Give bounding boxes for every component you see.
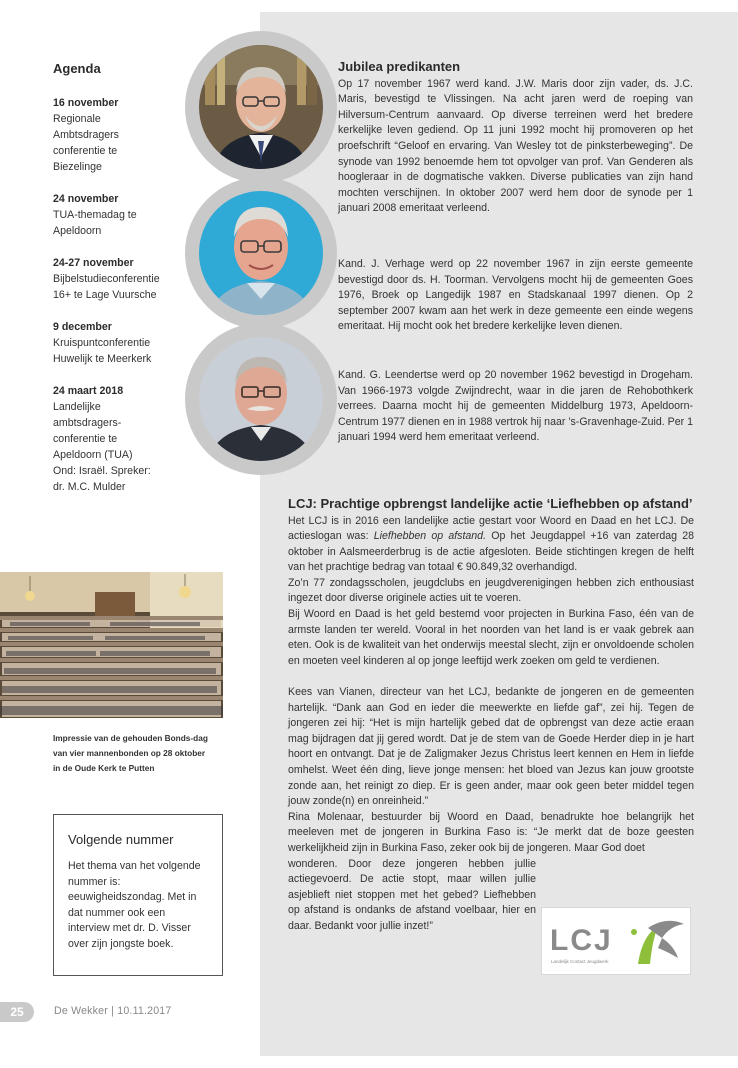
lcj-paragraph: Rina Molenaar, bestuurder bij Woord en Daad, benadrukte hoe belangrijk het meeleven met de jongeren in Burkina Faso is: “Je merkt dat de boze geesten werkelijkheid zijn in Burkina Faso, zeker ook bij de jongeren. Maar God doet bbox=[288, 810, 694, 854]
publication-info: De Wekker | 10.11.2017 bbox=[54, 1005, 172, 1017]
jubilea-paragraph-verhage: Kand. J. Verhage werd op 22 november 1967 in zijn eerste gemeente bevestigd door ds. H. Toorman. Vervolgens mocht hij de gemeenten Goes 1976, Broek op Langedijk 1987 en Stadskanaal 1997 dienen. Op 2 september 2007 kwam aan het werk in deze gemeente een einde wegens emeritaat. Hij mocht ook het bredere kerkelijke leven dienen. bbox=[338, 258, 693, 333]
lcj-logo-text: LCJ bbox=[550, 924, 613, 957]
agenda-date: 24 maart 2018 bbox=[53, 385, 124, 397]
agenda-desc: Bijbelstudieconferentie 16+ te Lage Vuursche bbox=[53, 273, 160, 301]
page-number: 25 bbox=[0, 1002, 34, 1022]
agenda-item bbox=[53, 255, 178, 303]
agenda-title: Agenda bbox=[53, 61, 101, 76]
jubilea-article bbox=[338, 59, 693, 444]
page-footer bbox=[0, 1002, 260, 1024]
lcj-paragraph: Kees van Vianen, directeur van het LCJ, bedankte de jongeren en de gemeenten hartelijk. “Dank aan God en ieder die meewerkte en liefde gaf”, zei hij. Tegen de jongeren zei hij: “Het is mijn hartelijk gebed dat de opbrengst van deze actie eraan mag bijdragen dat jij gered wordt. Dat je de stem van de Goede Herder diep in je hart hoort en ontvangt. Dat je de Zaligmaker Jezus Christus leert kennen en Hem in liefde omhelst. Weet één ding, lieve jonge mensen: het bloed van Jezus kan jouw grootste zonde aan, het reinigt zo diep. Er is geen ander, maar ook geen beter middel tegen jouw zonde(n) en onreinheid.” bbox=[288, 686, 694, 808]
agenda-desc: TUA-themadag te Apeldoorn bbox=[53, 209, 137, 237]
agenda-item bbox=[53, 191, 178, 239]
lcj-p1-text: Op het Jeugdappel +16 van zaterdag 28 oktober in Aalsmeerderbrug is de actie afgesloten. Beide stichtingen kregen de helft van het prachtige bedrag van totaal € 90.849,32 overhandigd. bbox=[288, 530, 695, 574]
photo-caption: Impressie van de gehouden Bonds-dag van vier mannenbonden op 28 oktober in de Oude Kerk te Putten bbox=[53, 733, 208, 773]
lcj-p1-text: Het LCJ is in 2016 een landelijke actie gestart voor Woord en Daad en het LCJ. De actieslogan was: bbox=[288, 514, 694, 543]
next-issue-box bbox=[53, 814, 223, 976]
church-photo bbox=[0, 572, 223, 718]
agenda-date: 24-27 november bbox=[53, 257, 134, 269]
next-issue-title: Volgende nummer bbox=[68, 832, 174, 847]
lcj-paragraph: wonderen. Door deze jongeren hebben jullie actiegevoerd. De actie stopt, maar willen jullie asjeblieft niet stoppen met het gebed? Liefhebben op afstand is ondanks de afstand voelbaar, hier en daar. Bedankt voor jullie inzet!” bbox=[288, 857, 536, 932]
jubilea-title: Jubilea predikanten bbox=[338, 59, 461, 74]
agenda-desc: Kruispuntconferentie Huwelijk te Meerkerk bbox=[53, 337, 152, 365]
agenda-desc: Landelijke ambtsdragers- conferentie te Apeldoorn (TUA) Ond: Israël. Spreker: dr. M.C. Mulder bbox=[53, 401, 151, 493]
jubilea-paragraph-maris: Op 17 november 1967 werd kand. J.W. Maris door zijn vader, ds. J.C. Maris, bevestigd te Vlissingen. Na acht jaren werd de roeping van Hilversum-Centrum aanvaard. Op diverse terreinen werd het bredere kerkelijke leven gediend. Op 11 juni 1992 mocht hij promoveren op het proefschrift “Geloof en ervaring. Van Wesley tot de pinksterbeweging”. De synode van 1992 benoemde hem tot opvolger van prof. Van Genderen als hoogleraar in de dogmatische vakken. Diverse publicaties van zijn hand mochten verschijnen. In oktober 2007 werd hem door de synode per 1 januari 2008 emeritaat verleend. bbox=[338, 77, 693, 215]
lcj-logo bbox=[541, 907, 691, 975]
lcj-title: LCJ: Prachtige opbrengst landelijke actie ‘Liefhebben op afstand’ bbox=[288, 496, 693, 511]
lcj-article bbox=[288, 496, 694, 935]
lcj-paragraph bbox=[288, 514, 694, 576]
portrait-maris bbox=[199, 45, 323, 169]
next-issue-text: Het thema van het volgende nummer is: eeuwigheidszondag. Met in dat nummer ook een interview met dr. D. Visser over zijn jongste boek. bbox=[68, 860, 201, 950]
lcj-slogan: Liefhebben op afstand. bbox=[373, 530, 487, 543]
agenda-date: 9 december bbox=[53, 321, 112, 333]
jubilea-paragraph-leendertse: Kand. G. Leendertse werd op 20 november 1962 bevestigd in Drogeham. Van 1966-1973 volgde Zwijndrecht, waar in die jaren de Rehobothkerk verrees. Daarna mocht hij de gemeenten Middelburg 1973, Apeldoorn-Centrum 1977 dienen en in 1988 vertrok hij naar ’s-Gravenhage-Zuid. Per 1 januari 1994 werd hem emeritaat verleend. bbox=[338, 369, 693, 444]
portrait-verhage bbox=[199, 191, 323, 315]
agenda-item bbox=[53, 319, 178, 367]
lcj-paragraph: Bij Woord en Daad is het geld bestemd voor projecten in Burkina Faso, één van de armste landen ter wereld. Vooral in het noorden van het land is er vaak gebrek aan eten. Ook is de kwaliteit van het onderwijs meestal slecht, zijn er onvoldoende scholen en moeten veel kinderen al op jonge leeftijd werk zoeken om geld te verdienen. bbox=[288, 608, 694, 667]
lcj-logo-subtext: Landelijk Contact Jeugdwerk bbox=[551, 959, 609, 964]
agenda-date: 16 november bbox=[53, 97, 119, 109]
agenda-section bbox=[53, 61, 178, 511]
portrait-leendertse bbox=[199, 337, 323, 461]
lcj-paragraph: Zo’n 77 zondagsscholen, jeugdclubs en jeugdverenigingen hebben zich enthousiast ingezet door diverse originele acties uit te voeren. bbox=[288, 576, 694, 605]
agenda-date: 24 november bbox=[53, 193, 119, 205]
agenda-desc: Regionale Ambtsdragers conferentie te Biezelinge bbox=[53, 113, 119, 173]
agenda-item bbox=[53, 383, 178, 495]
agenda-item bbox=[53, 95, 178, 175]
